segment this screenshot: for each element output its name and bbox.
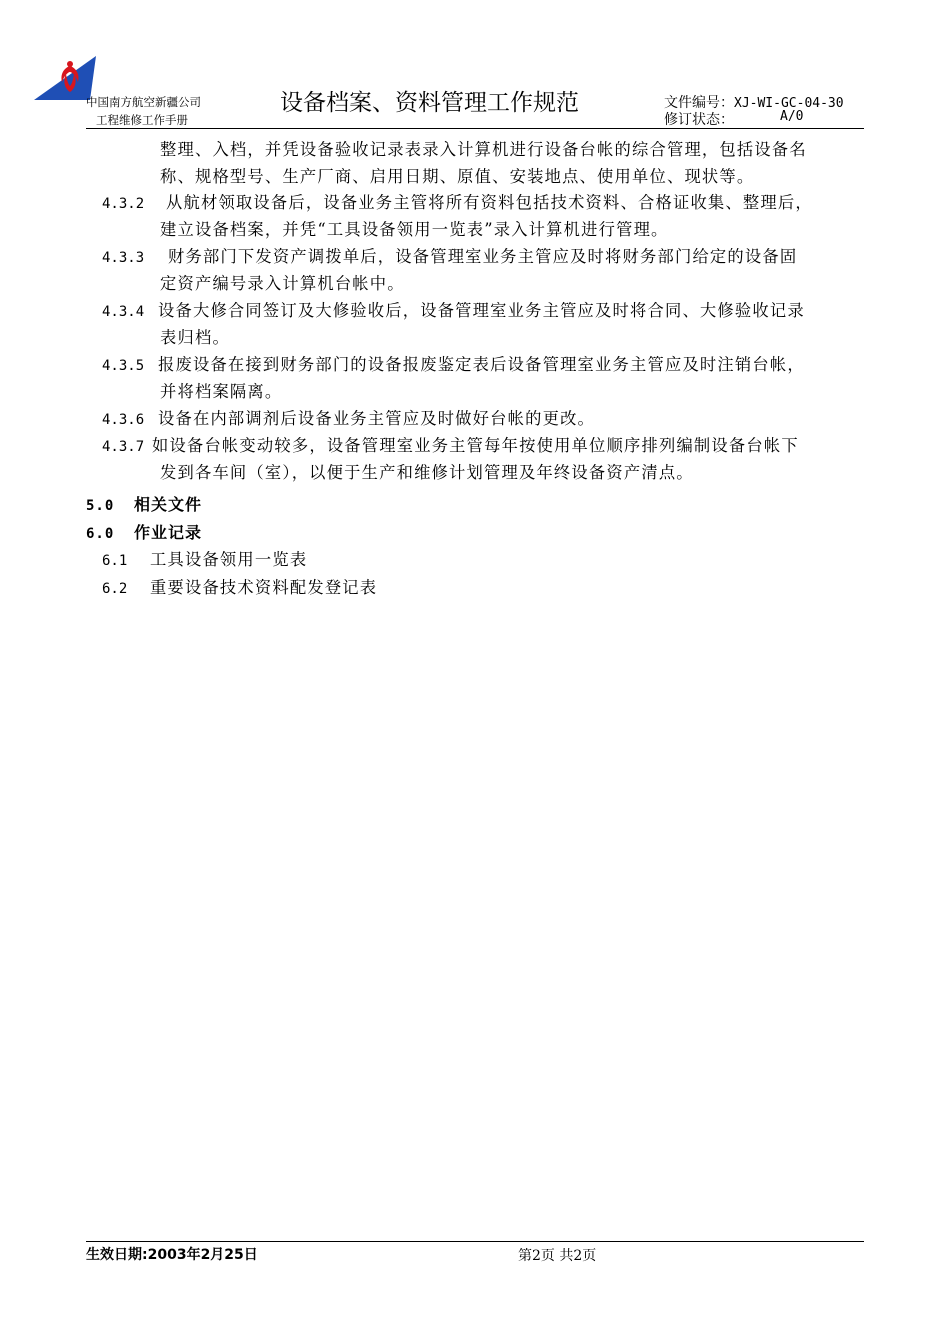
section-number: 6.0: [86, 526, 115, 542]
clause-text: 报废设备在接到财务部门的设备报废鉴定表后设备管理室业务主管应及时注销台帐，: [158, 355, 805, 374]
revision: [664, 109, 804, 129]
clause-text: 设备在内部调剂后设备业务主管应及时做好台帐的更改。: [158, 409, 596, 428]
clause-4-3-4: [102, 300, 805, 323]
clause-number: 4.3.6: [102, 412, 145, 428]
clause-text: 从航材领取设备后，设备业务主管将所有资料包括技术资料、合格证收集、整理后，: [166, 193, 813, 212]
revision-value: A/0: [780, 109, 804, 124]
record-title: 重要设备技术资料配发登记表: [150, 578, 378, 597]
clause-4-3-2: [102, 192, 813, 215]
record-6-2: [102, 577, 377, 600]
section-6-0: [86, 520, 202, 543]
manual-name: 工程维修工作手册: [96, 113, 188, 127]
clause-text: 如设备台帐变动较多，设备管理室业务主管每年按使用单位顺序排列编制设备台帐下: [152, 436, 799, 455]
record-title: 工具设备领用一览表: [150, 550, 308, 569]
doc-number-label: 文件编号：: [664, 95, 734, 111]
record-number: 6.2: [102, 581, 128, 597]
section-number: 5.0: [86, 498, 115, 514]
clause-text: 定资产编号录入计算机台帐中。: [160, 274, 405, 293]
clause-4-3-3: [102, 246, 797, 269]
clause-number: 4.3.5: [102, 358, 145, 374]
clause-text: 发到各车间（室），以便于生产和维修计划管理及年终设备资产清点。: [160, 463, 694, 482]
clause-text: 建立设备档案，并凭“工具设备领用一览表”录入计算机进行管理。: [160, 220, 669, 239]
clause-number: 4.3.3: [102, 250, 145, 266]
section-title: 相关文件: [134, 495, 203, 514]
clause-number: 4.3.7: [102, 439, 145, 455]
company-name: 中国南方航空新疆公司: [86, 95, 201, 109]
clause-number: 4.3.4: [102, 304, 145, 320]
section-5-0: [86, 492, 202, 515]
page-number: 第2页 共2页: [518, 1248, 597, 1264]
revision-label: 修订状态：: [664, 112, 734, 128]
document-title: 设备档案、资料管理工作规范: [280, 90, 579, 116]
clause-text: 表归档。: [160, 328, 230, 347]
record-number: 6.1: [102, 553, 128, 569]
clause-4-3-6: [102, 408, 595, 431]
record-6-1: [102, 549, 307, 572]
effective-date: 生效日期:2003年2月25日: [86, 1247, 258, 1263]
clause-number: 4.3.2: [102, 196, 145, 212]
doc-number-value: XJ-WI-GC-04-30: [734, 96, 844, 111]
clause-text: 并将档案隔离。: [160, 382, 283, 401]
clause-text: 设备大修合同签订及大修验收后，设备管理室业务主管应及时将合同、大修验收记录: [158, 301, 805, 320]
body-text-line: 整理、入档，并凭设备验收记录表录入计算机进行设备台帐的综合管理，包括设备名: [160, 140, 807, 159]
clause-4-3-7: [102, 435, 799, 458]
body-text-line: 称、规格型号、生产厂商、启用日期、原值、安装地点、使用单位、现状等。: [160, 167, 755, 186]
clause-text: 财务部门下发资产调拨单后，设备管理室业务主管应及时将财务部门给定的设备固: [168, 247, 798, 266]
section-title: 作业记录: [134, 523, 203, 542]
footer-divider: [86, 1241, 864, 1242]
header-divider: [86, 128, 864, 129]
clause-4-3-5: [102, 354, 805, 377]
